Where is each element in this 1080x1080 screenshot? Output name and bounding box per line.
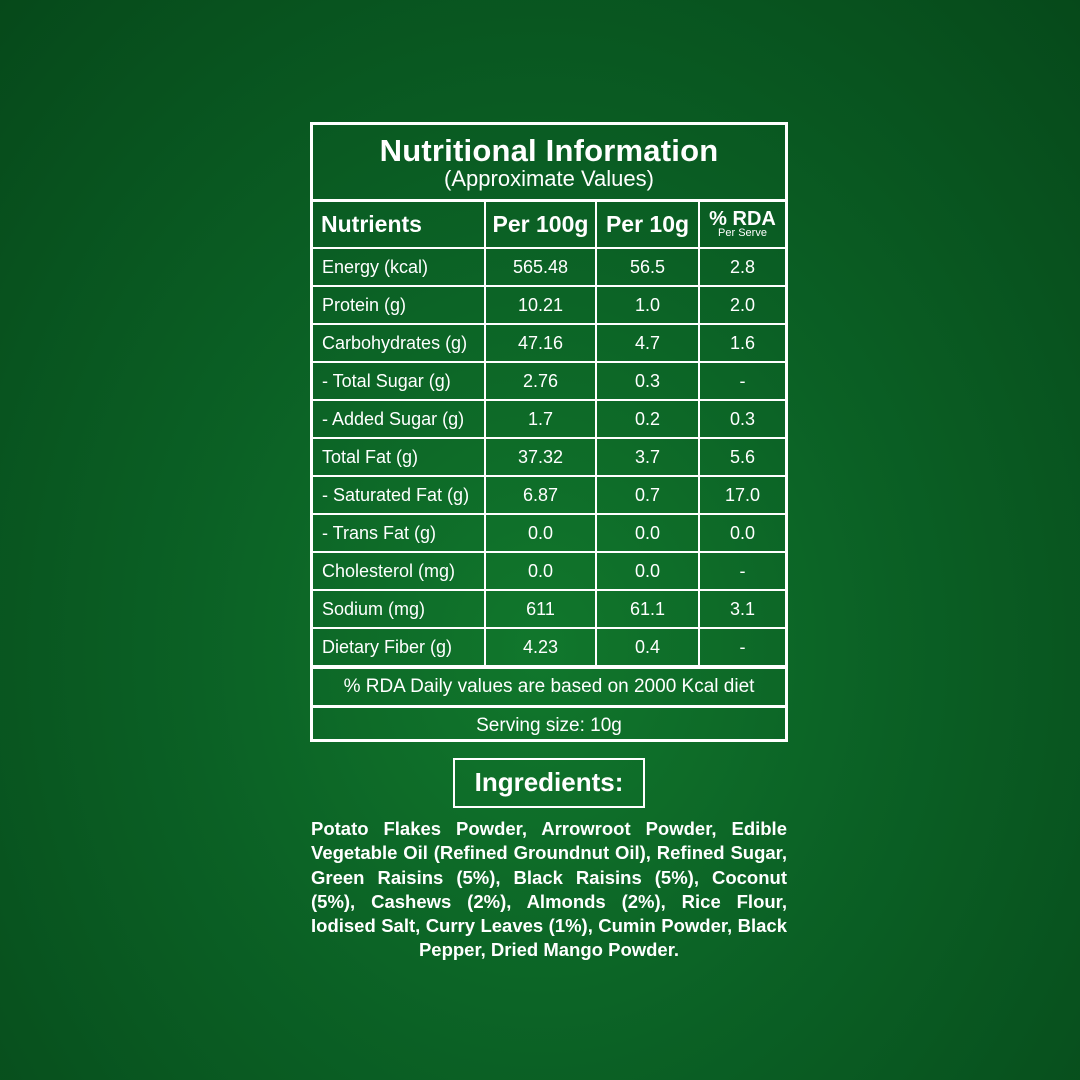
per-100g-cell: 47.16: [485, 324, 596, 362]
per-10g-cell: 0.7: [596, 476, 699, 514]
nutrient-row: [313, 400, 785, 438]
nutrient-name-cell: Sodium (mg): [313, 590, 485, 628]
nutrient-row: [313, 590, 785, 628]
nutrient-name-cell: - Saturated Fat (g): [313, 476, 485, 514]
rda-cell: 17.0: [699, 476, 785, 514]
rda-cell: -: [699, 628, 785, 666]
nutrition-header-row: [313, 202, 785, 248]
nutrient-name-cell: Total Fat (g): [313, 438, 485, 476]
nutrient-row: [313, 438, 785, 476]
rda-cell: -: [699, 552, 785, 590]
nutrient-name-cell: - Trans Fat (g): [313, 514, 485, 552]
nutrient-name-cell: Protein (g): [313, 286, 485, 324]
per-10g-cell: 0.3: [596, 362, 699, 400]
header-per-100g: Per 100g: [485, 202, 596, 248]
per-100g-cell: 0.0: [485, 514, 596, 552]
header-rda: [699, 202, 785, 248]
rda-cell: 5.6: [699, 438, 785, 476]
nutrition-body: [313, 248, 785, 666]
nutrient-name-cell: - Total Sugar (g): [313, 362, 485, 400]
rda-cell: 3.1: [699, 590, 785, 628]
nutrient-name-cell: Dietary Fiber (g): [313, 628, 485, 666]
per-10g-cell: 4.7: [596, 324, 699, 362]
per-10g-cell: 61.1: [596, 590, 699, 628]
per-10g-cell: 1.0: [596, 286, 699, 324]
rda-cell: 0.3: [699, 400, 785, 438]
nutrient-row: [313, 514, 785, 552]
rda-cell: 2.8: [699, 248, 785, 286]
nutrition-table-panel: [310, 122, 788, 742]
rda-cell: -: [699, 362, 785, 400]
serving-size: Serving size: 10g: [313, 705, 785, 743]
per-100g-cell: 2.76: [485, 362, 596, 400]
per-100g-cell: 6.87: [485, 476, 596, 514]
per-100g-cell: 0.0: [485, 552, 596, 590]
header-rda-label: % RDA: [709, 208, 776, 230]
per-100g-cell: 611: [485, 590, 596, 628]
per-10g-cell: 0.0: [596, 552, 699, 590]
nutrition-title-box: [313, 125, 785, 202]
rda-cell: 2.0: [699, 286, 785, 324]
ingredients-heading: Ingredients:: [453, 758, 645, 808]
per-100g-cell: 565.48: [485, 248, 596, 286]
nutrient-row: [313, 248, 785, 286]
per-100g-cell: 4.23: [485, 628, 596, 666]
ingredients-text: Potato Flakes Powder, Arrowroot Powder, Edible Vegetable Oil (Refined Groundnut Oil), Refined Sugar, Green Raisins (5%), Black Raisins (5%), Coconut (5%), Cashews (2%), Almonds (2%), Rice Flour, Iodised Salt, Curry Leaves (1%), Cumin Powder, Black Pepper, Dried Mango Powder.: [311, 818, 787, 961]
nutrition-table: [313, 202, 785, 667]
nutrient-name-cell: Energy (kcal): [313, 248, 485, 286]
header-rda-sub: Per Serve: [718, 227, 767, 239]
header-per-10g: Per 10g: [596, 202, 699, 248]
per-10g-cell: 56.5: [596, 248, 699, 286]
per-100g-cell: 37.32: [485, 438, 596, 476]
per-10g-cell: 0.2: [596, 400, 699, 438]
nutrient-row: [313, 552, 785, 590]
nutrient-row: [313, 286, 785, 324]
nutrition-title: Nutritional Information: [379, 133, 719, 168]
per-10g-cell: 0.0: [596, 514, 699, 552]
nutrient-row: [313, 362, 785, 400]
rda-cell: 0.0: [699, 514, 785, 552]
rda-note: % RDA Daily values are based on 2000 Kcal diet: [313, 667, 785, 705]
per-100g-cell: 10.21: [485, 286, 596, 324]
nutrient-name-cell: - Added Sugar (g): [313, 400, 485, 438]
rda-cell: 1.6: [699, 324, 785, 362]
nutrient-row: [313, 628, 785, 666]
per-10g-cell: 3.7: [596, 438, 699, 476]
nutrient-row: [313, 476, 785, 514]
nutrient-name-cell: Cholesterol (mg): [313, 552, 485, 590]
nutrient-row: [313, 324, 785, 362]
nutrition-subtitle: (Approximate Values): [444, 166, 654, 191]
header-nutrients: Nutrients: [313, 202, 485, 248]
per-10g-cell: 0.4: [596, 628, 699, 666]
nutrient-name-cell: Carbohydrates (g): [313, 324, 485, 362]
per-100g-cell: 1.7: [485, 400, 596, 438]
